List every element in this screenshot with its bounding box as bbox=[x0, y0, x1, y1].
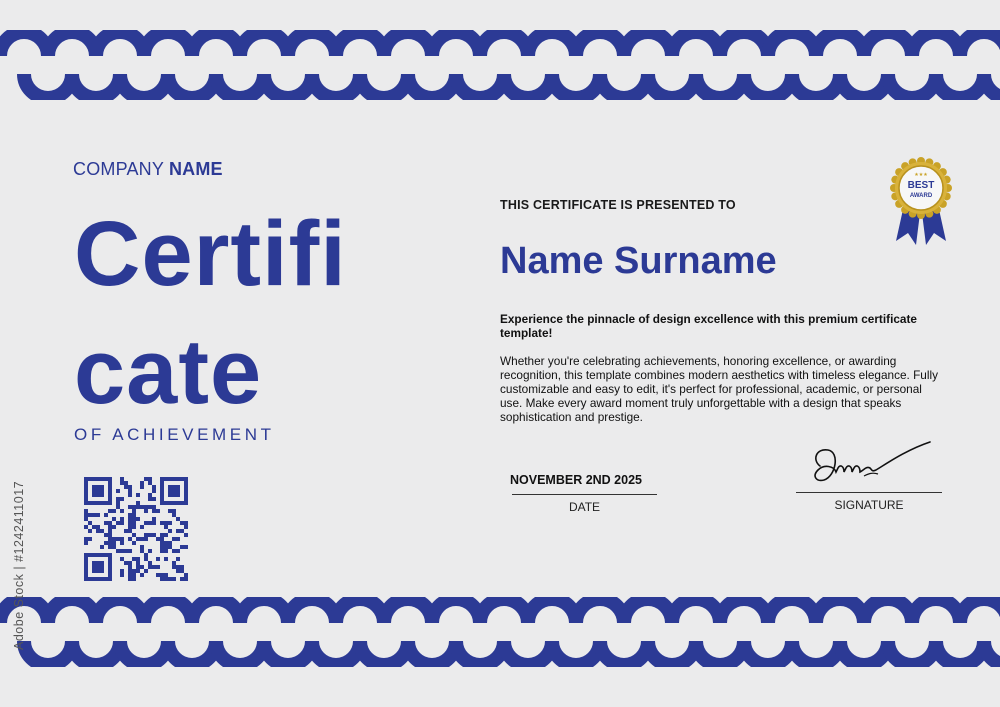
certificate-title bbox=[74, 190, 347, 423]
award-ribbon-icon bbox=[886, 155, 956, 247]
bottom-decorative-border bbox=[0, 597, 1000, 667]
svg-text:★★★: ★★★ bbox=[914, 172, 928, 178]
signature-divider bbox=[796, 492, 942, 493]
company-name bbox=[73, 159, 223, 180]
qr-code-icon bbox=[84, 477, 188, 581]
top-decorative-border bbox=[0, 30, 1000, 100]
bottom-arc-chain bbox=[0, 599, 1000, 665]
badge-text-line-1: BEST bbox=[907, 180, 935, 191]
handwritten-signature bbox=[806, 436, 936, 494]
qr-modules bbox=[84, 477, 188, 581]
badge-text-line-2: AWARD bbox=[909, 193, 933, 199]
lead-text: Experience the pinnacle of design excellence with this premium certificate template! bbox=[500, 312, 917, 340]
company-name-bold: NAME bbox=[168, 159, 223, 179]
company-name-regular: COMPANY bbox=[73, 159, 169, 179]
date-divider bbox=[512, 494, 657, 495]
certificate-subtitle: OF ACHIEVEMENT bbox=[74, 425, 275, 444]
recipient-name: Name Surname bbox=[500, 240, 777, 282]
top-arc-chain bbox=[0, 32, 1000, 98]
title-line-1: Certifi bbox=[74, 203, 347, 305]
stock-watermark-text: Adobe Stock | #1242411017 bbox=[12, 480, 26, 650]
date-value: NOVEMBER 2ND 2025 bbox=[510, 473, 642, 487]
presented-to-label: THIS CERTIFICATE IS PRESENTED TO bbox=[500, 198, 736, 212]
badge-stars bbox=[914, 172, 928, 178]
date-label: DATE bbox=[568, 500, 601, 514]
body-text: Whether you're celebrating achievements, honoring excellence, or awarding recognition, this template combines modern aesthetics with timeless elegance. Fully customizable and easy to edit, it's perfect for professional, academic, or personal use. Make every award moment truly unforgettable with a design that speaks sophistication and prestige. bbox=[500, 354, 939, 424]
title-line-2: cate bbox=[74, 321, 263, 423]
signature-label: SIGNATURE bbox=[834, 498, 904, 512]
